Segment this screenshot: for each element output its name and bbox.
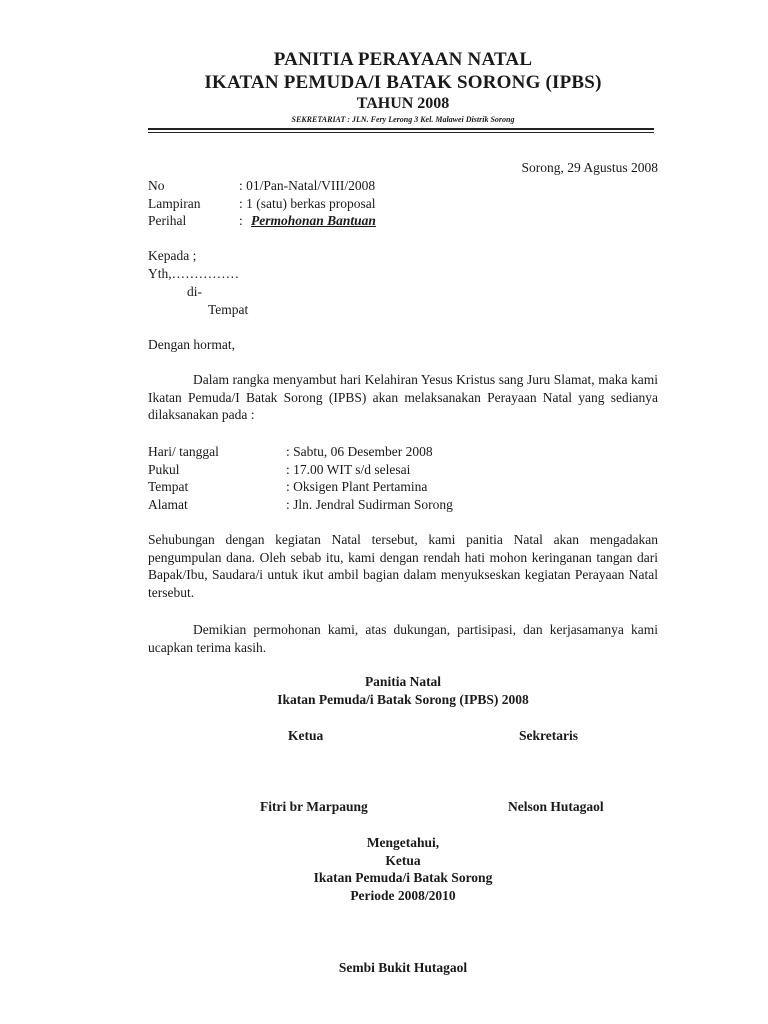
event-place-value: : Oksigen Plant Pertamina bbox=[286, 479, 428, 494]
recipient-to: Kepada ; bbox=[148, 248, 197, 263]
ack-line-1: Mengetahui, bbox=[366, 835, 440, 850]
signature-name-secretary: Nelson Hutagaol bbox=[508, 799, 604, 814]
meta-perihal-sep: : bbox=[239, 213, 243, 228]
meta-perihal-label: Perihal bbox=[148, 213, 187, 228]
event-address-label: Alamat bbox=[148, 497, 188, 512]
letterhead-title-1: PANITIA PERAYAAN NATAL bbox=[273, 49, 533, 70]
letterhead-year: TAHUN 2008 bbox=[356, 95, 450, 112]
letterhead-title-2: IKATAN PEMUDA/I BATAK SORONG (IPBS) bbox=[204, 72, 602, 93]
letter-date: Sorong, 29 Agustus 2008 bbox=[521, 160, 658, 175]
event-date-value: : Sabtu, 06 Desember 2008 bbox=[286, 444, 433, 459]
paragraph-intro-text: Dalam rangka menyambut hari Kelahiran Yesus Kristus sang Juru Slamat, maka kami Ikatan Pemuda/I Batak Sorong (IPBS) akan melaksanakan Perayaan Natal yang sedianya dilaksanakan pada : bbox=[148, 372, 658, 423]
ack-line-4: Periode 2008/2010 bbox=[350, 888, 456, 903]
ack-name: Sembi Bukit Hutagaol bbox=[338, 960, 468, 975]
recipient-place: Tempat bbox=[208, 302, 249, 317]
signature-name-chair: Fitri br Marpaung bbox=[260, 799, 368, 814]
letterhead-secretariat: SEKRETARIAT : JLN. Fery Lerong 3 Kel. Malawei Distrik Sorong bbox=[291, 115, 515, 124]
event-time-value: : 17.00 WIT s/d selesai bbox=[286, 462, 411, 477]
greeting: Dengan hormat, bbox=[148, 337, 235, 352]
recipient-yth: Yth,…………… bbox=[148, 266, 240, 281]
signature-role-chair: Ketua bbox=[288, 728, 324, 743]
header-divider-thin bbox=[148, 132, 654, 133]
meta-no-value: : 01/Pan-Natal/VIII/2008 bbox=[239, 178, 376, 193]
paragraph-closing-text: Demikian permohonan kami, atas dukungan, partisipasi, dan kerjasamanya kami ucapkan terima kasih. bbox=[148, 622, 658, 655]
paragraph-intro bbox=[148, 371, 658, 424]
event-place-label: Tempat bbox=[148, 479, 189, 494]
signature-org-1: Panitia Natal bbox=[364, 674, 442, 689]
meta-lampiran-label: Lampiran bbox=[148, 196, 201, 211]
meta-perihal-value: Permohonan Bantuan bbox=[251, 213, 376, 228]
signature-org-2: Ikatan Pemuda/i Batak Sorong (IPBS) 2008 bbox=[277, 692, 529, 707]
ack-line-2: Ketua bbox=[385, 853, 421, 868]
event-date-label: Hari/ tanggal bbox=[148, 444, 219, 459]
meta-no-label: No bbox=[148, 178, 165, 193]
signature-role-secretary: Sekretaris bbox=[519, 728, 578, 743]
event-address-value: : Jln. Jendral Sudirman Sorong bbox=[286, 497, 453, 512]
header-divider-thick bbox=[148, 128, 654, 130]
paragraph-closing bbox=[148, 621, 658, 656]
event-time-label: Pukul bbox=[148, 462, 180, 477]
recipient-di: di- bbox=[187, 284, 202, 299]
ack-line-3: Ikatan Pemuda/i Batak Sorong bbox=[313, 870, 493, 885]
meta-lampiran-value: : 1 (satu) berkas proposal bbox=[239, 196, 376, 211]
paragraph-request: Sehubungan dengan kegiatan Natal tersebut, kami panitia Natal akan mengadakan pengumpulan dana. Oleh sebab itu, kami dengan rendah hati mohon keringanan tangan dari Bapak/Ibu, Saudara/i untuk ikut ambil bagian dalam menyukseskan kegiatan Perayaan Natal tersebut. bbox=[148, 532, 658, 600]
